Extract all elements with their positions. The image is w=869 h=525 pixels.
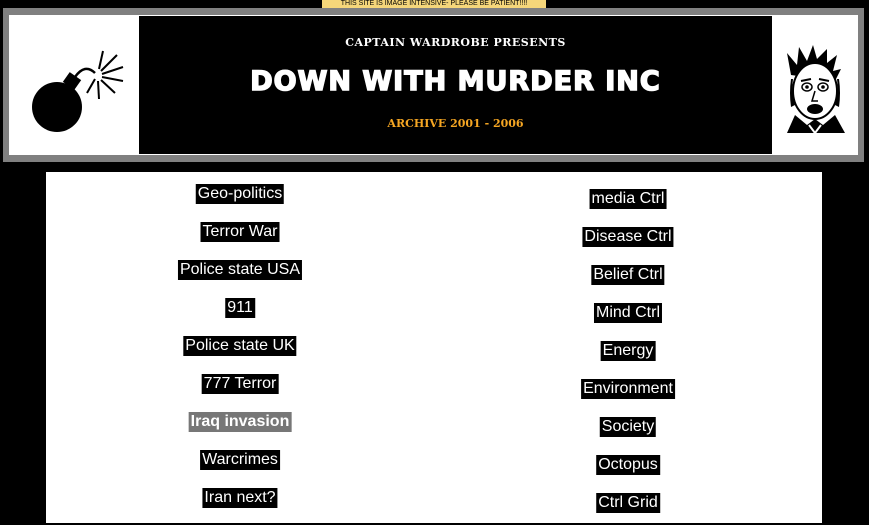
- nav-link-octopus[interactable]: Octopus: [598, 456, 658, 473]
- nav-link-iraq-invasion[interactable]: Iraq invasion: [190, 413, 290, 430]
- presents-text: CAPTAIN WARDROBE PRESENTS: [345, 36, 566, 49]
- screaming-man-portrait: [777, 45, 855, 133]
- nav-link-mind-ctrl[interactable]: Mind Ctrl: [595, 304, 661, 321]
- nav-link-police-state-uk[interactable]: Police state UK: [185, 337, 295, 354]
- header-banner: [3, 8, 864, 162]
- nav-link-belief-ctrl[interactable]: Belief Ctrl: [593, 266, 663, 283]
- title-block: [139, 16, 772, 154]
- banner-inner: [9, 15, 858, 155]
- image-intensive-notice: THIS SITE IS IMAGE INTENSIVE- PLEASE BE PATIENT!!!!: [322, 0, 546, 8]
- nav-link-energy[interactable]: Energy: [602, 342, 654, 359]
- bomb-icon: [29, 49, 129, 139]
- nav-link-environment[interactable]: Environment: [583, 380, 673, 397]
- nav-link-iran-next[interactable]: Iran next?: [204, 489, 276, 506]
- archive-subtitle: ARCHIVE 2001 - 2006: [387, 117, 524, 130]
- nav-link-geo-politics[interactable]: Geo-politics: [197, 185, 283, 202]
- navigation-panel: [46, 172, 822, 523]
- nav-link-terror-war[interactable]: Terror War: [202, 223, 278, 240]
- nav-link-ctrl-grid[interactable]: Ctrl Grid: [598, 494, 658, 511]
- nav-link-disease-ctrl[interactable]: Disease Ctrl: [584, 228, 672, 245]
- nav-link-warcrimes[interactable]: Warcrimes: [202, 451, 278, 468]
- nav-link-911[interactable]: 911: [227, 299, 253, 316]
- nav-link-police-state-usa[interactable]: Police state USA: [179, 261, 301, 278]
- nav-link-media-ctrl[interactable]: media Ctrl: [591, 190, 665, 207]
- nav-link-777-terror[interactable]: 777 Terror: [203, 375, 277, 392]
- site-title: DOWN WITH MURDER INC: [250, 66, 661, 97]
- nav-link-society[interactable]: Society: [601, 418, 655, 435]
